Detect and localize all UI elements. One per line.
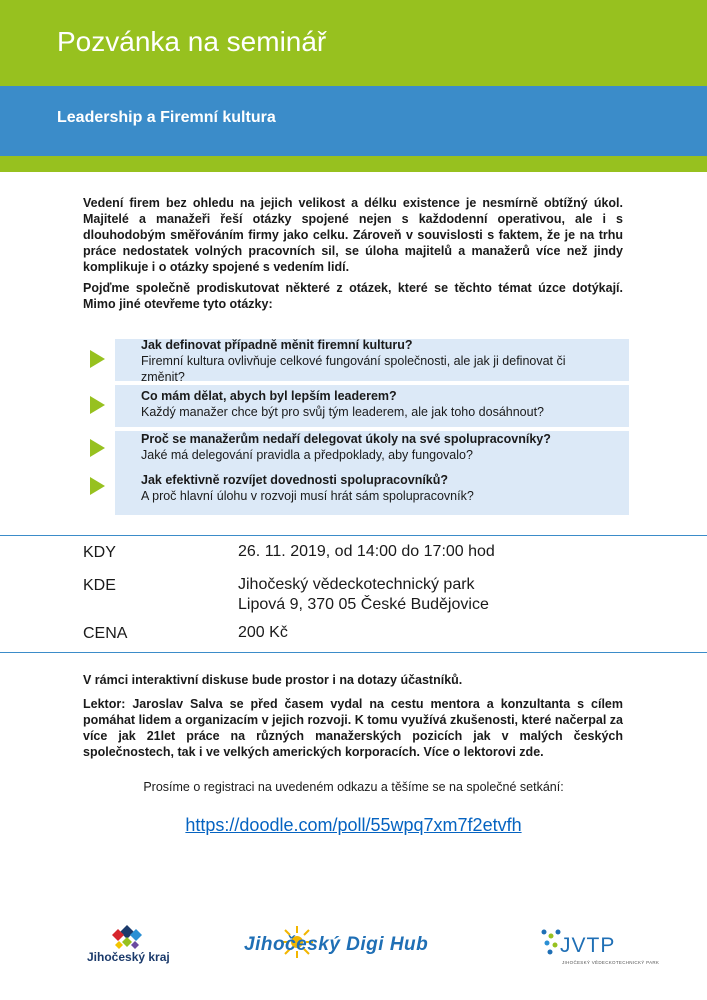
question-text-1: Firemní kultura ovlivňuje celkové fungování společnosti, ale jak ji definovat či změnit? — [141, 354, 566, 384]
divider-bottom — [0, 652, 707, 653]
registration-text: Prosíme o registraci na uvedeném odkazu a těšíme se na společné setkání: — [143, 780, 564, 794]
jvtp-logo-icon — [540, 928, 562, 956]
where-line-2: Lipová 9, 370 05 České Budějovice — [238, 596, 489, 613]
triangle-arrow-icon — [90, 350, 105, 368]
jihocesky-kraj-logo: Jihočeský kraj — [87, 950, 170, 964]
intro-paragraph: Vedení firem bez ohledu na jejich velikost a délku existence je nesmírně obtížný úkol. Majitelé a manažeři řeší otázky spojené nejen s každodenní operativou, ale i s dlouhodobým směřováním firmy jako celku. Zároveň v souvislosti s faktem, že je na trhu práce nedostatek volných pracovních sil, se úloha majitelů a manažerů více než jindy komplikuje i o otázky spojené s vedením lidí. — [83, 196, 623, 274]
discussion-text: V rámci interaktivní diskuse bude prostor i na dotazy účastníků. — [83, 673, 463, 687]
question-title-2: Co mám dělat, abych byl lepším leaderem? — [141, 389, 397, 403]
jvtp-logo-subtitle: JIHOČESKÝ VĚDECKOTECHNICKÝ PARK — [562, 960, 660, 965]
page-title: Pozvánka na seminář — [57, 26, 327, 57]
jvtp-logo: JVTP — [560, 934, 616, 957]
triangle-arrow-icon — [90, 477, 105, 495]
question-title-1: Jak definovat případně měnit firemní kulturu? — [141, 338, 413, 352]
question-text-3: Jaké má delegování pravidla a předpoklady, aby fungovalo? — [141, 448, 473, 462]
question-text-4: A proč hlavní úlohu v rozvoji musí hrát sám spolupracovník? — [141, 489, 474, 503]
price-label: CENA — [83, 625, 128, 642]
where-label: KDE — [83, 577, 116, 594]
question-title-4: Jak efektivně rozvíjet dovednosti spolupracovníků? — [141, 473, 449, 487]
intro-paragraph-2: Pojďme společně prodiskutovat některé z otázek, které se těchto témat úzce dotýkají. Mimo jiné otevřeme tyto otázky: — [83, 281, 623, 311]
digi-hub-logo: Jihočeský Digi Hub — [244, 934, 429, 955]
when-value: 26. 11. 2019, od 14:00 do 17:00 hod — [238, 543, 495, 560]
price-value: 200 Kč — [238, 624, 288, 641]
registration-link[interactable]: https://doodle.com/poll/55wpq7xm7f2etvfh — [185, 815, 522, 835]
header-green-strip — [0, 156, 707, 172]
jihocesky-kraj-logo-icon — [112, 925, 142, 949]
triangle-arrow-icon — [90, 439, 105, 457]
triangle-arrow-icon — [90, 396, 105, 414]
divider-top — [0, 535, 707, 536]
question-title-3: Proč se manažerům nedaří delegovat úkoly na své spolupracovníky? — [141, 432, 551, 446]
page-subtitle: Leadership a Firemní kultura — [57, 109, 276, 126]
where-line-1: Jihočeský vědeckotechnický park — [238, 576, 475, 593]
when-label: KDY — [83, 544, 116, 561]
question-text-2: Každý manažer chce být pro svůj tým leaderem, ale jak toho dosáhnout? — [141, 405, 544, 419]
lecturer-text: Lektor: Jaroslav Salva se před časem vydal na cestu mentora a konzultanta s cílem pomáhat lidem a organizacím v jejich rozvoji. K tomu využívá zkušenosti, které načerpal za více jak 21let práce na různých manažerských pozicích jak v malých českých společnostech, tak i ve velkých amerických korporacích. Více o lektorovi zde. — [83, 697, 623, 759]
